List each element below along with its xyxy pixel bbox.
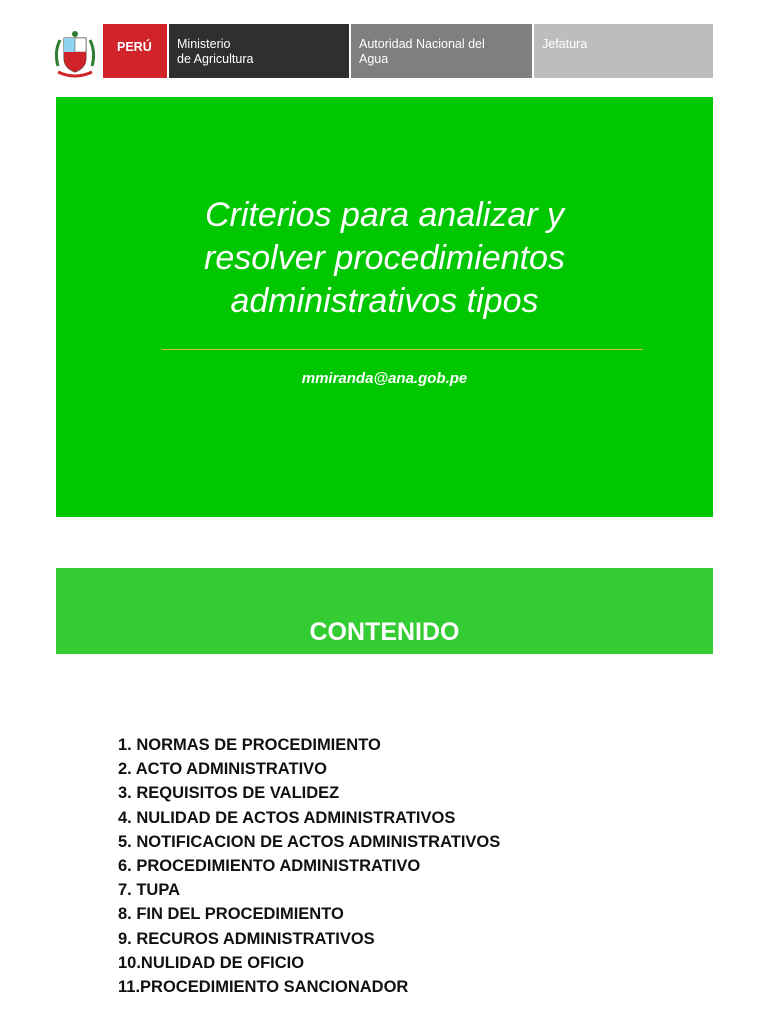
ministry-label: Ministerio de Agricultura [169,24,349,78]
country-label: PERÚ [103,24,167,78]
list-item: 5. NOTIFICACION DE ACTOS ADMINISTRATIVOS [118,832,501,851]
contents-list [118,733,500,999]
title-panel [56,97,713,517]
contact-email: mmiranda@ana.gob.pe [301,370,468,387]
header-bar [0,0,768,90]
contents-banner [56,568,713,654]
list-item: 3. REQUISITOS DE VALIDEZ [118,784,340,803]
divider [162,349,643,350]
list-item: 1. NORMAS DE PROCEDIMIENTO [118,736,381,754]
list-item: 9. RECUROS ADMINISTRATIVOS [118,929,375,948]
list-item: 2. ACTO ADMINISTRATIVO [118,760,328,779]
authority-label: Autoridad Nacional del Agua [351,24,532,78]
office-label: Jefatura [534,24,713,78]
list-item: 11.PROCEDIMIENTO SANCIONADOR [118,978,409,997]
coat-of-arms-icon [52,28,98,80]
document-title: Criterios para analizar y resolver procedimientos administrativos tipos [204,196,565,320]
list-item: 6. PROCEDIMIENTO ADMINISTRATIVO [118,857,421,876]
list-item: 4. NULIDAD DE ACTOS ADMINISTRATIVOS [118,808,456,827]
list-item: 10.NULIDAD DE OFICIO [118,953,305,972]
list-item: 7. TUPA [118,881,181,900]
list-item: 8. FIN DEL PROCEDIMIENTO [118,905,344,924]
contents-heading: CONTENIDO [309,618,460,646]
